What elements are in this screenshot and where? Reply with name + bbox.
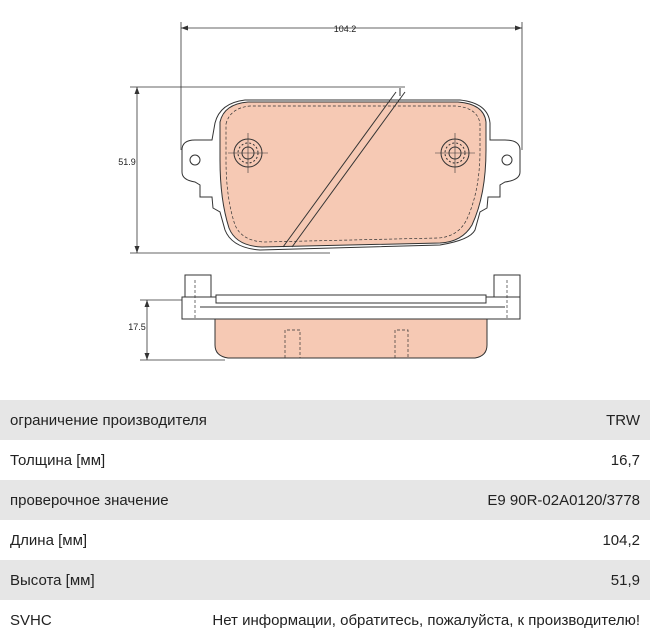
spec-value: 16,7 <box>610 451 640 469</box>
spec-label: проверочное значение <box>10 491 169 509</box>
spec-row-svhc <box>0 600 650 640</box>
pad-top-view <box>182 88 520 250</box>
pad-side-view <box>182 275 520 358</box>
spec-row-test-value <box>0 480 650 520</box>
spec-value: Нет информации, обратитесь, пожалуйста, к производителю! <box>212 611 640 629</box>
spec-label: SVHC <box>10 611 52 629</box>
spec-value: 51,9 <box>610 571 640 589</box>
spec-label: Толщина [мм] <box>10 451 106 469</box>
height-dimension-label: 51.9 <box>118 157 136 167</box>
spec-value: E9 90R-02A0120/3778 <box>487 491 640 509</box>
spec-row-thickness <box>0 440 650 480</box>
spec-label: Длина [мм] <box>10 531 88 549</box>
friction-material <box>220 102 486 247</box>
spec-value: 104,2 <box>602 531 640 549</box>
spec-row-manufacturer-restriction <box>0 400 650 440</box>
spec-row-length <box>0 520 650 560</box>
thickness-dimension-label: 17.5 <box>128 322 146 332</box>
spec-table <box>0 400 650 640</box>
spec-label: ограничение производителя <box>10 411 207 429</box>
width-dimension-label: 104.2 <box>333 24 357 34</box>
spec-label: Высота [мм] <box>10 571 95 589</box>
spec-value: TRW <box>606 411 640 429</box>
spec-row-height <box>0 560 650 600</box>
